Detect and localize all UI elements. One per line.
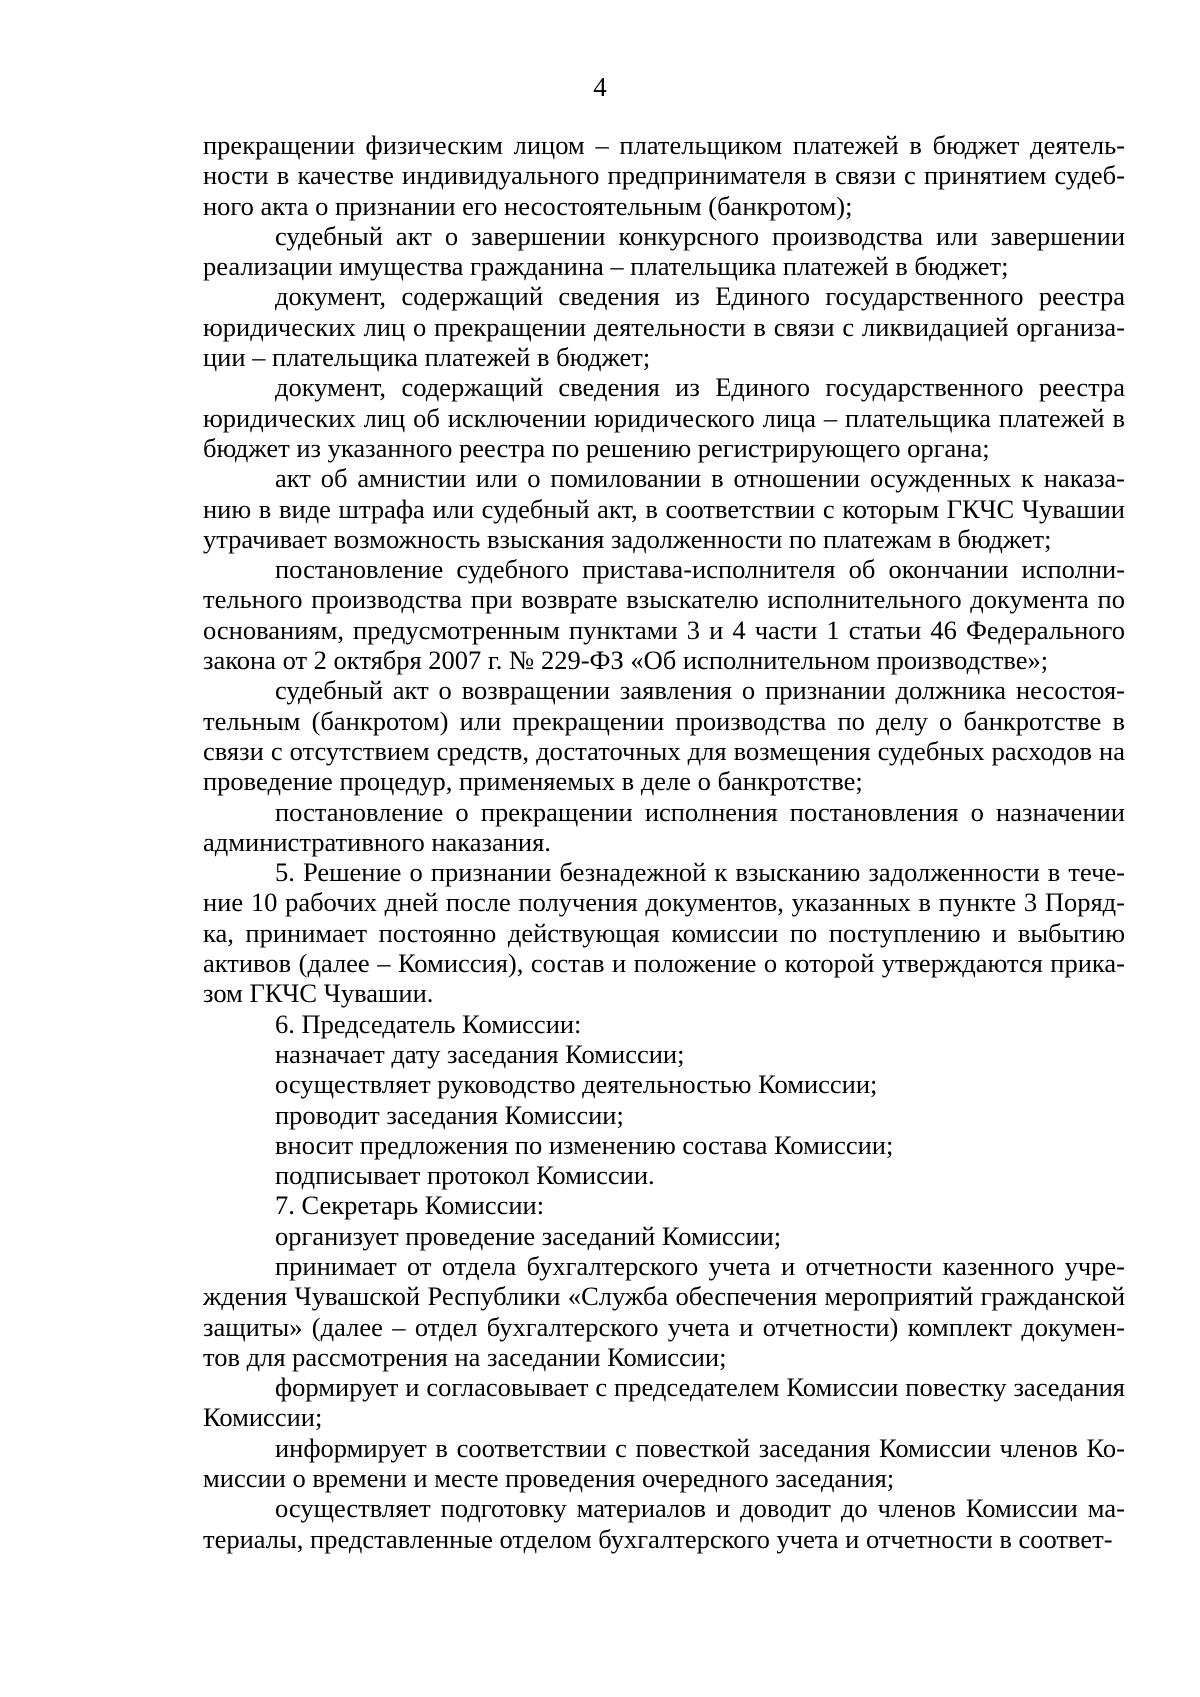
paragraph: информирует в соответствии с повесткой заседания Комиссии членов Комиссии о времени и месте проведения очередного заседания; bbox=[203, 1432, 1125, 1494]
page-number: 4 bbox=[593, 72, 607, 102]
paragraph: прекращении физическим лицом – плательщиком платежей в бюджет деятельности в качестве индивидуального предпринимателя в связи с принятием судебного акта о признании его несостоятельным (банкротом); bbox=[203, 130, 1125, 221]
paragraph: судебный акт о возвращении заявления о признании должника несостоятельным (банкротом) или прекращении производства по делу о банкротстве в связи с отсутствием средств, достаточных для возмещения судебных расходов на проведение процедур, применяемых в деле о банкротстве; bbox=[203, 675, 1125, 797]
paragraph: 5. Решение о признании безнадежной к взысканию задолженности в течение 10 рабочих дней после получения документов, указанных в пункте 3 Порядка, принимает постоянно действующая комиссии по поступлению и выбытию активов (далее – Комиссия), состав и положение о которой утверждаются приказом ГКЧС Чувашии. bbox=[203, 857, 1125, 1009]
paragraph: подписывает протокол Комиссии. bbox=[275, 1160, 655, 1191]
paragraph: вносит предложения по изменению состава Комиссии; bbox=[275, 1129, 894, 1160]
paragraph: проводит заседания Комиссии; bbox=[275, 1099, 624, 1130]
paragraph: документ, содержащий сведения из Единого государственного реестра юридических лиц об исключении юридического лица – плательщика платежей в бюджет из указанного реестра по решению регистрирующего органа; bbox=[203, 372, 1125, 463]
paragraph: организует проведение заседаний Комиссии; bbox=[275, 1220, 782, 1251]
paragraph: судебный акт о завершении конкурсного производства или завершении реализации имущества гражданина – плательщика платежей в бюджет; bbox=[203, 220, 1125, 282]
paragraph: формирует и согласовывает с председателем Комиссии повестку заседания Комиссии; bbox=[203, 1372, 1125, 1433]
paragraph: принимает от отдела бухгалтерского учета и отчетности казенного учреждения Чувашской Республики «Служба обеспечения мероприятий гражданской защиты» (далее – отдел бухгалтерского учета и отчетности) комплект документов для рассмотрения на заседании Комиссии; bbox=[203, 1250, 1125, 1372]
paragraph: акт об амнистии или о помиловании в отношении осужденных к наказанию в виде штрафа или судебный акт, в соответствии с которым ГКЧС Чувашии утрачивает возможность взыскания задолженности по платежам в бюджет; bbox=[203, 463, 1125, 554]
paragraph: постановление о прекращении исполнения постановления о назначении административного наказания. bbox=[203, 796, 1125, 857]
paragraph: осуществляет руководство деятельностью Комиссии; bbox=[275, 1069, 878, 1100]
paragraph: документ, содержащий сведения из Единого государственного реестра юридических лиц о прекращении деятельности в связи с ликвидацией организации – плательщика платежей в бюджет; bbox=[203, 281, 1125, 373]
paragraph: 7. Секретарь Комиссии: bbox=[275, 1190, 545, 1221]
paragraph: 6. Председатель Комиссии: bbox=[275, 1008, 582, 1039]
paragraph: назначает дату заседания Комиссии; bbox=[275, 1038, 685, 1069]
paragraph: осуществляет подготовку материалов и доводит до членов Комиссии материалы, представленные отделом бухгалтерского учета и отчетности в соответ- bbox=[203, 1493, 1125, 1554]
document-body bbox=[203, 130, 1125, 1554]
paragraph: постановление судебного пристава-исполнителя об окончании исполнительного производства при возврате взыскателю исполнительного документа по основаниям, предусмотренным пунктами 3 и 4 части 1 статьи 46 Федерального закона от 2 октября 2007 г. № 229-ФЗ «Об исполнительном производстве»; bbox=[203, 554, 1125, 676]
